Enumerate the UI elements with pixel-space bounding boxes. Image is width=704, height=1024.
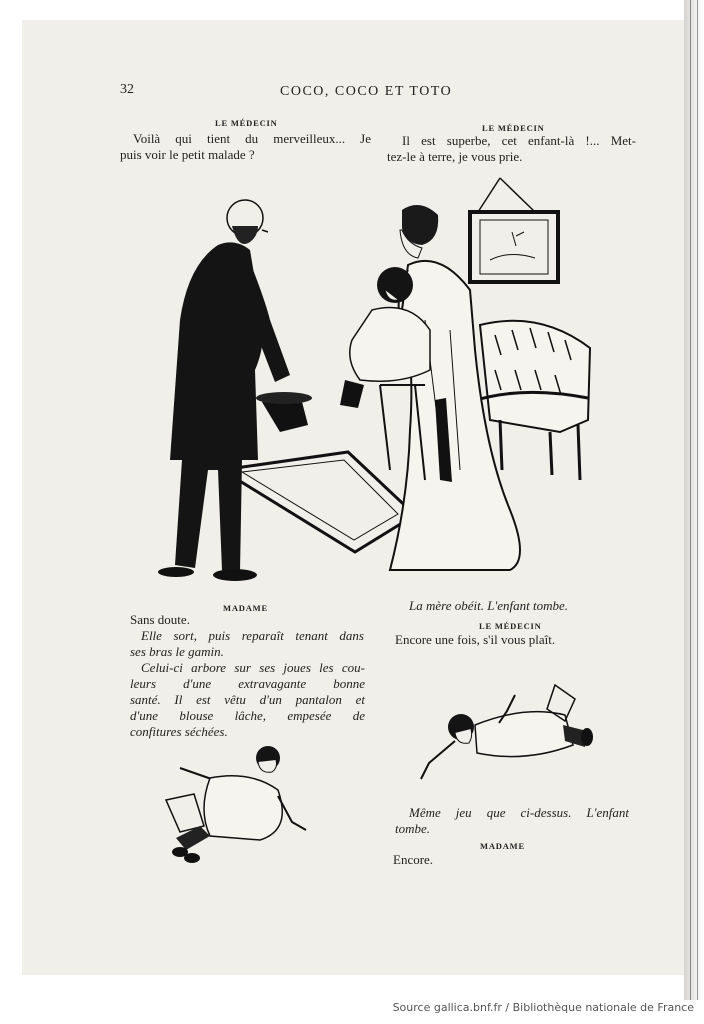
stage-direction: Elle sort, puis reparaît tenant dans bbox=[141, 628, 364, 643]
stage-direction: santé. Il est vêtu d'un pantalon et bbox=[130, 692, 365, 707]
dialogue-line: Encore une fois, s'il vous plaît. bbox=[395, 632, 556, 647]
doctor-and-mother-illustration bbox=[140, 170, 600, 590]
wall-picture bbox=[470, 178, 558, 282]
dialogue-line: Sans doute. bbox=[130, 612, 190, 627]
dialogue-line: Voilà qui tient du merveilleux... Je bbox=[133, 131, 371, 146]
speaker-label: LE MÉDECIN bbox=[482, 123, 545, 133]
stage-direction: Celui-ci arbore sur ses joues les cou- bbox=[141, 660, 365, 675]
falling-child-illustration bbox=[160, 740, 320, 865]
binding-edge bbox=[690, 0, 691, 1000]
stage-direction: confitures séchées. bbox=[130, 724, 228, 739]
falling-child-illustration-2 bbox=[415, 675, 595, 785]
dialogue-line: Encore. bbox=[393, 852, 434, 867]
binding-shadow bbox=[684, 0, 704, 1000]
stage-direction: d'une blouse lâche, empesée de bbox=[130, 708, 365, 723]
dialogue-line: puis voir le petit malade ? bbox=[120, 147, 255, 162]
source-credit: Source gallica.bnf.fr / Bibliothèque nationale de France bbox=[392, 1001, 694, 1014]
stage-direction: Même jeu que ci-dessus. L'enfant bbox=[409, 805, 629, 820]
stage-direction: leurs d'une extravagante bonne bbox=[130, 676, 365, 691]
stage-direction: La mère obéit. L'enfant tombe. bbox=[409, 598, 569, 613]
speaker-label: LE MÉDECIN bbox=[215, 118, 278, 128]
binding-edge-2 bbox=[697, 0, 698, 1000]
stage-direction: ses bras le gamin. bbox=[130, 644, 224, 659]
running-title: COCO, COCO ET TOTO bbox=[280, 84, 453, 99]
stage-direction: tombe. bbox=[395, 821, 431, 836]
speaker-label: MADAME bbox=[480, 841, 525, 851]
speaker-label: MADAME bbox=[223, 603, 268, 613]
page-number: 32 bbox=[120, 82, 134, 97]
dialogue-line: tez-le à terre, je vous prie. bbox=[387, 149, 523, 164]
speaker-label: LE MÉDECIN bbox=[479, 621, 542, 631]
doctor-figure bbox=[158, 200, 312, 581]
dialogue-line: Il est superbe, cet enfant-là !... Met- bbox=[402, 133, 636, 148]
